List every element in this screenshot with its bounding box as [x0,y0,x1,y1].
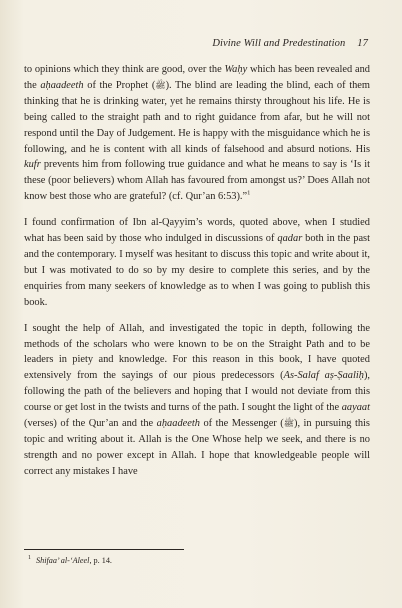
honorific-symbol: ﷺ [283,418,294,429]
paragraph [24,62,370,205]
italic-term: qadar [277,233,303,245]
honorific-symbol: ﷺ [155,79,166,90]
footnote [28,556,112,565]
footnote-reference: 1 [247,189,251,197]
text-run: of the Prophet ( [83,79,156,91]
paragraph [24,321,370,480]
text-run: ). The blind are leading the blind, each of them thinking that he is drinking water, yet he remains thirsty throughout his life. He is being called to the straight path and to right guidance from afar, but he will not respond until the Day of Judgement. He is happy with the misguidance which he is following, and he is content with all kinds of falsehood and absurd notions. His [24,79,370,155]
footnote-source-title: Shifaa’ al-‘Aleel [36,556,90,565]
italic-term: aḥaadeeth [156,418,200,430]
text-run: prevents him from following true guidance and what he means to say is ‘Is it these (poor believers) whom Allah has favoured from amongst us?’ Does Allah not know best those who are grateful? (cf. Qur’an 6:53).” [24,159,370,203]
text-run: I sought the help of Allah, and investigated the topic in depth, following the methods of the scholars who were known to be on the Straight Path and to be leaders in piety and knowledge. For this reason in this book, I have quoted extensively from the sayings of our pious predecessors ( [24,322,370,382]
text-run: ), in pursuing this topic and writing about it. Allah is the One Whose help we seek, and there is no strength and no power except in Allah. I hope that knowledgeable people will correct any mistakes I have [24,418,370,477]
footnote-number: 1 [28,555,31,562]
italic-term: kufr [24,159,41,171]
text-run: (verses) of the Qur’an and the [24,418,157,430]
running-title: Divine Will and Predestination [212,38,346,49]
italic-term: As-Salaf aṣ-Ṣaaliḥ [283,370,364,382]
text-run: of the Messenger ( [199,418,284,430]
footnote-page-ref: , p. 14. [89,556,112,565]
footnote-divider [24,549,184,550]
text-run: to opinions which they think are good, over the [24,64,225,75]
text-run: I found confirmation of Ibn al-Qayyim’s words, quoted above, when I studied what has been said by those who indulged in discussions of [24,217,370,245]
page-number: 17 [357,38,368,49]
text-run: ), following the path of the believers and hoping that I would not deviate from this course or get lost in the twists and turns of the path. I sought the light of the [24,370,371,414]
body-text [24,62,370,490]
italic-term: Waḥy [224,64,248,75]
text-run: which has been revealed and the [24,64,370,91]
italic-term: aayaat [341,402,370,414]
italic-term: aḥaadeeth [40,79,84,91]
running-header [212,38,368,49]
text-run: both in the past and the contemporary. I myself was hesitant to discuss this topic and write about it, but I was motivated to do so by my desire to complete this series, and by the enquiries from many seekers of knowledge as to when I was going to publish this book. [24,233,370,308]
paragraph [24,215,370,310]
